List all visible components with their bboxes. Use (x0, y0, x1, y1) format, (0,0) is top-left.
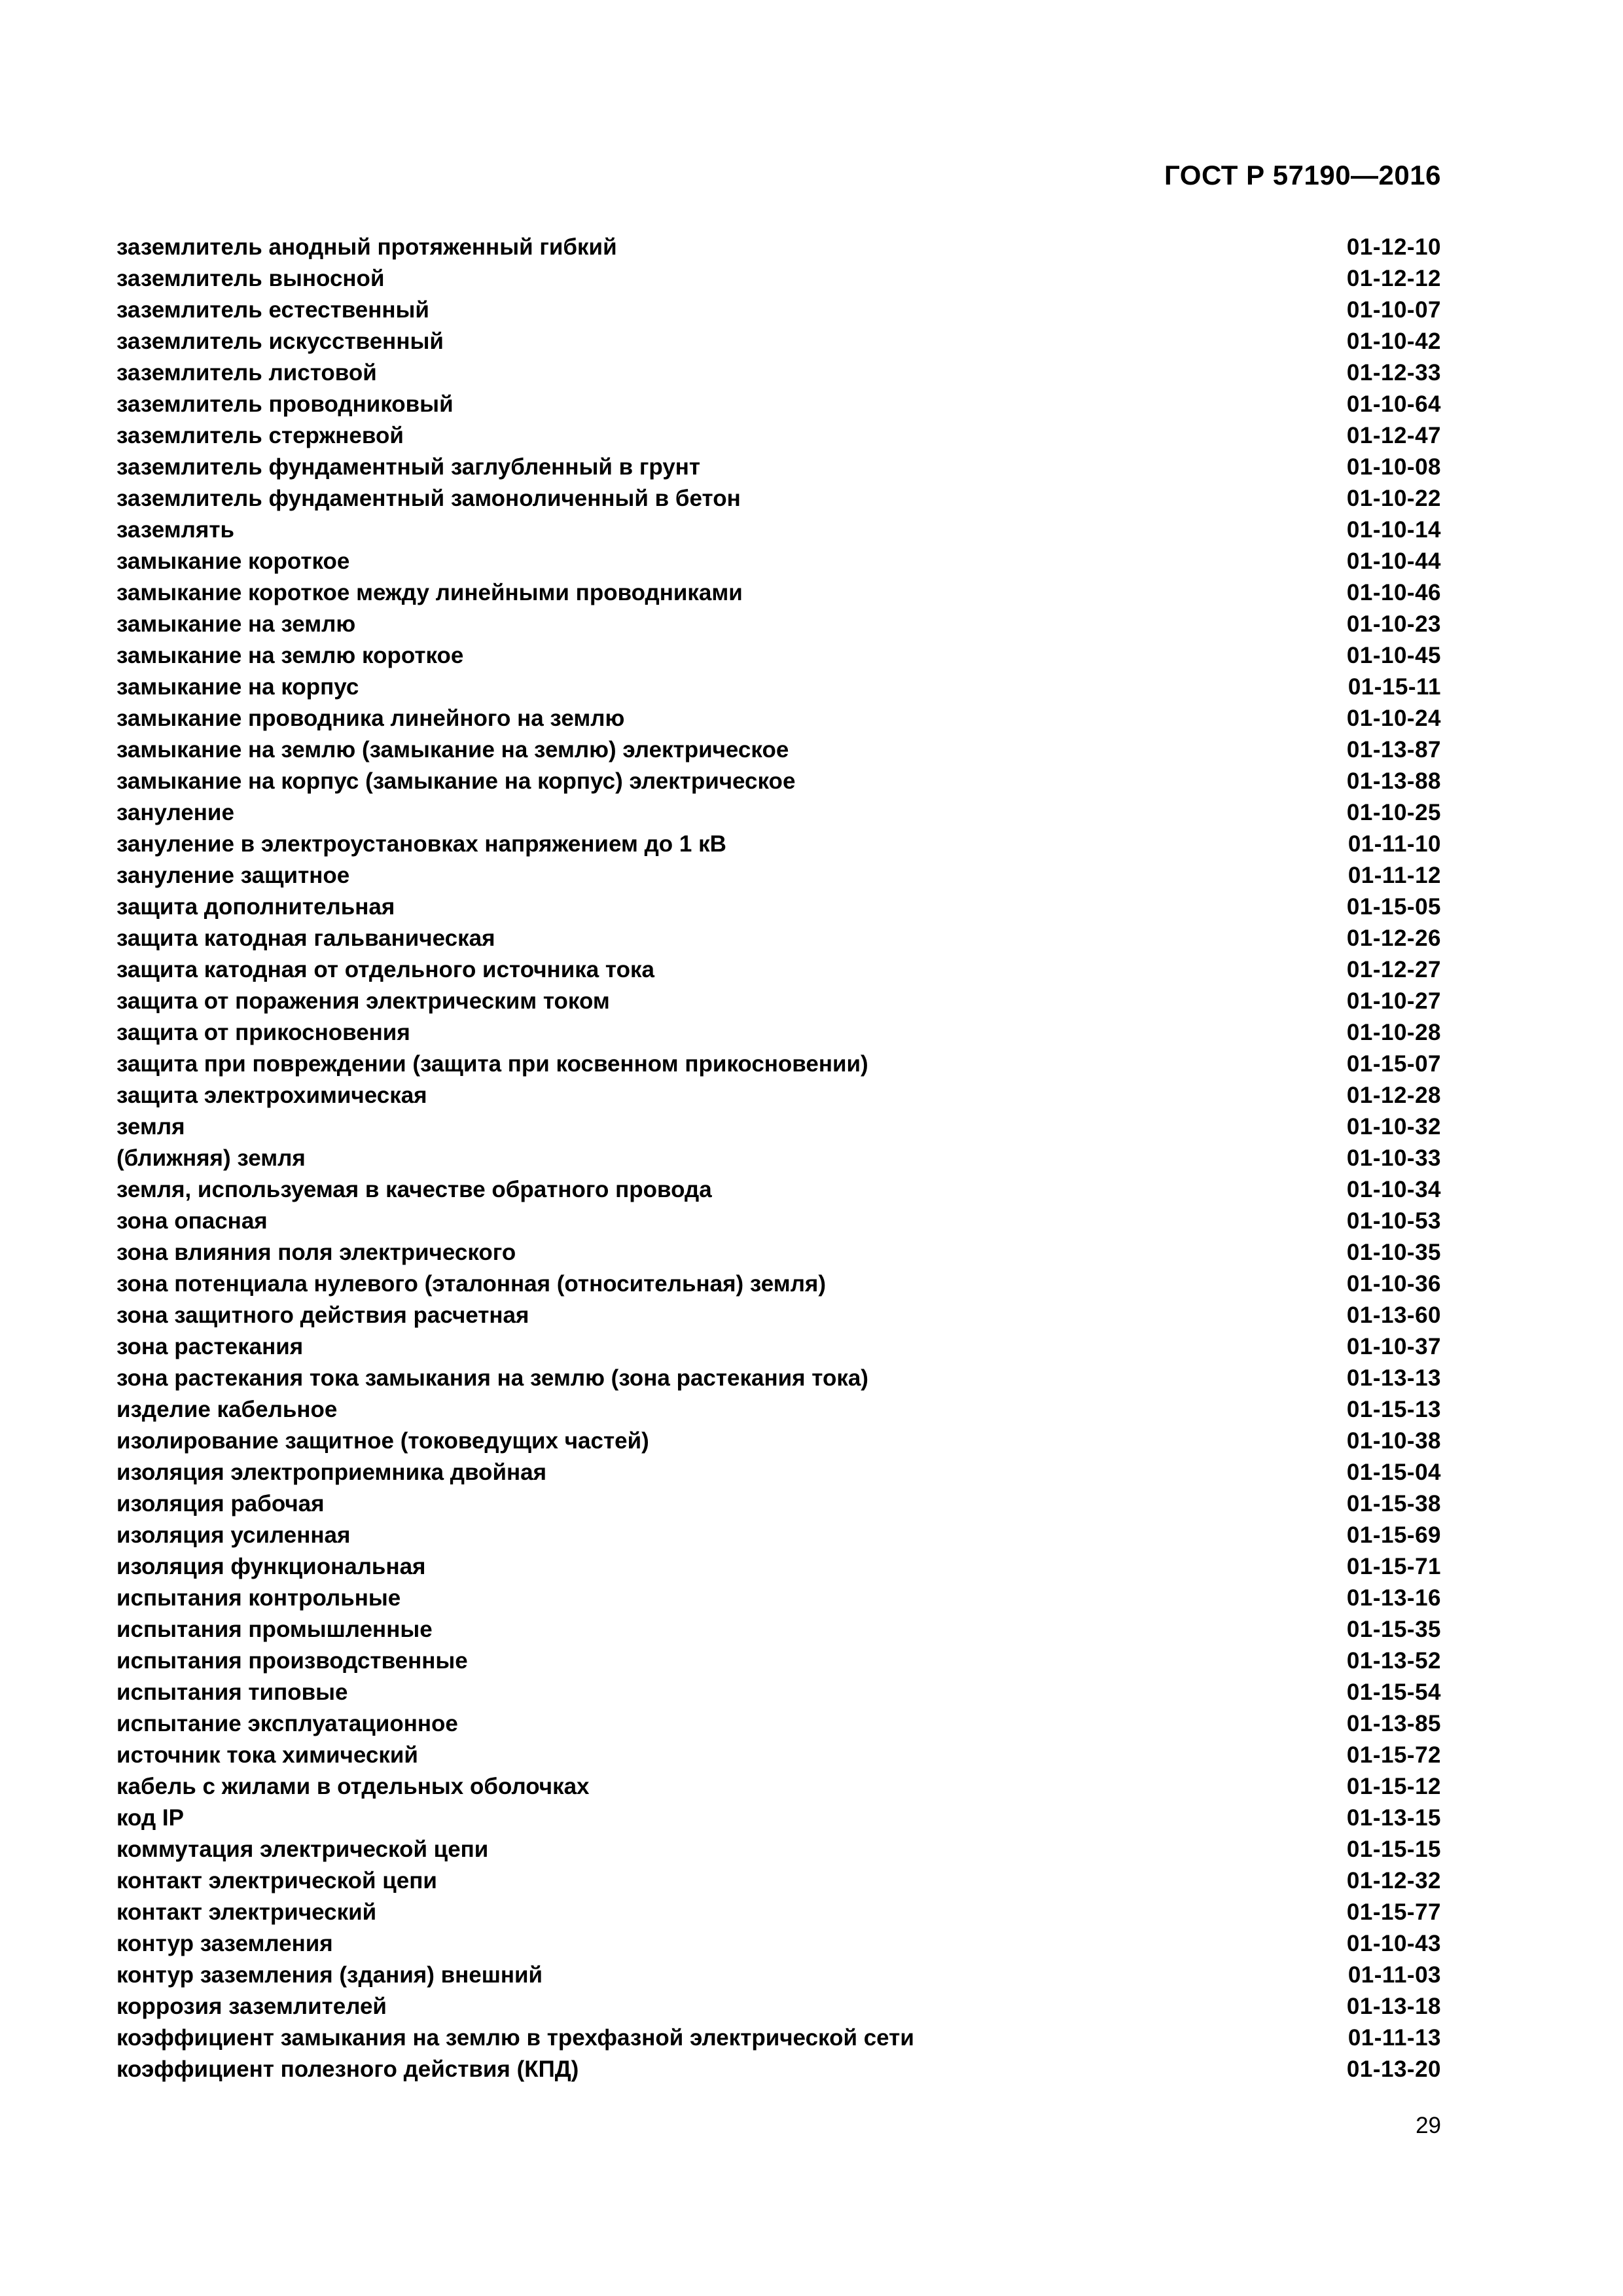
index-term: испытания производственные (116, 1648, 468, 1674)
index-row (116, 891, 1441, 923)
index-row (116, 1174, 1441, 1206)
index-term: замыкание короткое (116, 548, 350, 574)
index-row (116, 1583, 1441, 1614)
document-header: ГОСТ Р 57190—2016 (1164, 160, 1441, 190)
index-code: 01-10-08 (1346, 454, 1441, 480)
index-term: (ближняя) земля (116, 1145, 306, 1171)
index-term: коммутация электрической цепи (116, 1837, 489, 1862)
index-row (116, 1363, 1441, 1394)
index-term: изоляция функциональная (116, 1554, 426, 1579)
index-term: заземлитель фундаментный замоноличенный в бетон (116, 486, 741, 511)
index-term: замыкание проводника линейного на землю (116, 706, 625, 731)
index-term: замыкание на землю (116, 611, 356, 637)
index-term: зануление (116, 800, 234, 825)
index-term: зона потенциала нулевого (эталонная (относительная) земля) (116, 1271, 827, 1297)
index-term: коэффициент замыкания на землю в трехфазной электрической сети (116, 2025, 914, 2051)
index-code: 01-13-20 (1346, 2056, 1441, 2082)
index-code: 01-12-33 (1346, 360, 1441, 386)
index-row (116, 1394, 1441, 1426)
index-term: защита от поражения электрическим током (116, 988, 610, 1014)
index-row (116, 1834, 1441, 1865)
index-term: заземлитель выносной (116, 266, 385, 291)
index-term: контур заземления (здания) внешний (116, 1962, 543, 1988)
index-code: 01-15-12 (1346, 1774, 1441, 1799)
index-code: 01-13-16 (1346, 1585, 1441, 1611)
index-row (116, 860, 1441, 891)
index-term: замыкание на корпус (116, 674, 359, 700)
index-row (116, 357, 1441, 389)
index-row (116, 672, 1441, 703)
index-row (116, 797, 1441, 829)
index-code: 01-10-32 (1346, 1114, 1441, 1139)
index-term: зона влияния поля электрического (116, 1240, 516, 1265)
index-code: 01-13-15 (1346, 1805, 1441, 1831)
index-code: 01-10-38 (1346, 1428, 1441, 1454)
index-code: 01-10-33 (1346, 1145, 1441, 1171)
index-row (116, 389, 1441, 420)
index-term: источник тока химический (116, 1742, 418, 1768)
index-code: 01-10-44 (1346, 548, 1441, 574)
index-row (116, 577, 1441, 609)
index-code: 01-15-38 (1346, 1491, 1441, 1516)
index-term: код IP (116, 1805, 184, 1831)
index-term: изоляция электроприемника двойная (116, 1460, 546, 1485)
index-row (116, 1206, 1441, 1237)
index-code: 01-10-14 (1346, 517, 1441, 543)
index-code: 01-13-88 (1346, 768, 1441, 794)
index-term: контур заземления (116, 1931, 333, 1956)
index-row (116, 829, 1441, 860)
index-term: заземлитель фундаментный заглубленный в грунт (116, 454, 701, 480)
index-term: замыкание на землю (замыкание на землю) электрическое (116, 737, 789, 762)
index-code: 01-13-18 (1346, 1994, 1441, 2019)
index-term: изделие кабельное (116, 1397, 338, 1422)
index-row (116, 1331, 1441, 1363)
index-term: изоляция рабочая (116, 1491, 325, 1516)
index-row (116, 1017, 1441, 1049)
index-term: испытания типовые (116, 1679, 348, 1705)
index-row (116, 703, 1441, 734)
index-code: 01-12-27 (1346, 957, 1441, 982)
index-row (116, 1865, 1441, 1897)
index-code: 01-11-10 (1347, 831, 1441, 857)
index-code: 01-11-03 (1347, 1962, 1441, 1988)
index-code: 01-10-37 (1346, 1334, 1441, 1359)
index-term: изолирование защитное (токоведущих частей) (116, 1428, 649, 1454)
index-term: защита катодная от отдельного источника тока (116, 957, 654, 982)
index-row (116, 1928, 1441, 1960)
index-code: 01-15-69 (1346, 1522, 1441, 1548)
index-term: зона опасная (116, 1208, 268, 1234)
index-term: изоляция усиленная (116, 1522, 351, 1548)
index-row (116, 1991, 1441, 2022)
index-term: замыкание на корпус (замыкание на корпус) электрическое (116, 768, 796, 794)
index-term: защита от прикосновения (116, 1020, 410, 1045)
index-code: 01-15-04 (1346, 1460, 1441, 1485)
index-term: зона растекания тока замыкания на землю (зона растекания тока) (116, 1365, 868, 1391)
index-term: защита при повреждении (защита при косвенном прикосновении) (116, 1051, 868, 1077)
index-term: защита дополнительная (116, 894, 395, 920)
index-row (116, 923, 1441, 954)
index-code: 01-13-52 (1346, 1648, 1441, 1674)
index-code: 01-12-26 (1346, 925, 1441, 951)
index-term: зануление в электроустановках напряжением до 1 кВ (116, 831, 726, 857)
index-row (116, 609, 1441, 640)
index-code: 01-10-53 (1346, 1208, 1441, 1234)
index-row (116, 954, 1441, 986)
index-code: 01-10-64 (1346, 391, 1441, 417)
index-code: 01-15-05 (1346, 894, 1441, 920)
index-row (116, 766, 1441, 797)
index-term: зона растекания (116, 1334, 304, 1359)
index-code: 01-10-24 (1346, 706, 1441, 731)
index-code: 01-10-43 (1346, 1931, 1441, 1956)
index-term: заземлитель стержневой (116, 423, 404, 448)
index-row (116, 1237, 1441, 1268)
index-row (116, 1771, 1441, 1803)
index-row (116, 1488, 1441, 1520)
index-code: 01-12-32 (1346, 1868, 1441, 1893)
index-code: 01-12-28 (1346, 1083, 1441, 1108)
index-row (116, 1143, 1441, 1174)
index-code: 01-11-13 (1347, 2025, 1441, 2051)
index-row (116, 1049, 1441, 1080)
index-code: 01-11-12 (1347, 863, 1441, 888)
index-code: 01-10-46 (1346, 580, 1441, 605)
index-row (116, 1426, 1441, 1457)
index-row (116, 1803, 1441, 1834)
index-row (116, 514, 1441, 546)
index-code: 01-10-45 (1346, 643, 1441, 668)
term-index-list (116, 232, 1441, 2085)
index-term: замыкание короткое между линейными проводниками (116, 580, 743, 605)
index-code: 01-15-35 (1346, 1617, 1441, 1642)
index-row (116, 1300, 1441, 1331)
index-term: заземлитель искусственный (116, 329, 444, 354)
index-code: 01-15-54 (1346, 1679, 1441, 1705)
index-row (116, 1520, 1441, 1551)
index-row (116, 1614, 1441, 1645)
index-row (116, 2022, 1441, 2054)
index-code: 01-13-87 (1346, 737, 1441, 762)
index-code: 01-15-11 (1347, 674, 1441, 700)
index-row (116, 1897, 1441, 1928)
index-code: 01-10-35 (1346, 1240, 1441, 1265)
index-code: 01-10-22 (1346, 486, 1441, 511)
index-code: 01-10-42 (1346, 329, 1441, 354)
index-row (116, 420, 1441, 452)
index-row (116, 640, 1441, 672)
index-row (116, 1677, 1441, 1708)
index-code: 01-13-85 (1346, 1711, 1441, 1736)
index-row (116, 2054, 1441, 2085)
index-row (116, 452, 1441, 483)
index-row (116, 1268, 1441, 1300)
index-code: 01-10-34 (1346, 1177, 1441, 1202)
index-term: контакт электрический (116, 1899, 377, 1925)
index-row (116, 232, 1441, 263)
index-code: 01-15-71 (1346, 1554, 1441, 1579)
index-code: 01-15-07 (1346, 1051, 1441, 1077)
index-code: 01-15-72 (1346, 1742, 1441, 1768)
index-row (116, 1740, 1441, 1771)
index-code: 01-10-23 (1346, 611, 1441, 637)
index-code: 01-15-77 (1346, 1899, 1441, 1925)
index-row (116, 1111, 1441, 1143)
index-code: 01-12-10 (1346, 234, 1441, 260)
page-number: 29 (1416, 2113, 1441, 2138)
index-term: заземлитель проводниковый (116, 391, 454, 417)
index-code: 01-10-27 (1346, 988, 1441, 1014)
index-code: 01-10-28 (1346, 1020, 1441, 1045)
index-code: 01-15-15 (1346, 1837, 1441, 1862)
index-term: защита катодная гальваническая (116, 925, 495, 951)
index-term: заземлитель листовой (116, 360, 377, 386)
index-term: замыкание на землю короткое (116, 643, 464, 668)
index-row (116, 295, 1441, 326)
index-term: испытания контрольные (116, 1585, 401, 1611)
index-row (116, 546, 1441, 577)
index-term: заземлитель анодный протяженный гибкий (116, 234, 617, 260)
index-term: зона защитного действия расчетная (116, 1302, 529, 1328)
index-code: 01-12-47 (1346, 423, 1441, 448)
index-code: 01-15-13 (1346, 1397, 1441, 1422)
index-row (116, 1960, 1441, 1991)
index-term: коррозия заземлителей (116, 1994, 387, 2019)
index-term: испытание эксплуатационное (116, 1711, 458, 1736)
index-row (116, 1551, 1441, 1583)
index-term: испытания промышленные (116, 1617, 433, 1642)
index-row (116, 326, 1441, 357)
index-term: заземлитель естественный (116, 297, 429, 323)
index-code: 01-13-13 (1346, 1365, 1441, 1391)
index-row (116, 483, 1441, 514)
index-row (116, 986, 1441, 1017)
index-code: 01-13-60 (1346, 1302, 1441, 1328)
index-row (116, 1645, 1441, 1677)
index-term: коэффициент полезного действия (КПД) (116, 2056, 579, 2082)
index-term: кабель с жилами в отдельных оболочках (116, 1774, 590, 1799)
index-term: земля (116, 1114, 185, 1139)
index-row (116, 1080, 1441, 1111)
index-code: 01-10-36 (1346, 1271, 1441, 1297)
index-row (116, 1457, 1441, 1488)
index-code: 01-10-07 (1346, 297, 1441, 323)
index-row (116, 734, 1441, 766)
index-code: 01-10-25 (1346, 800, 1441, 825)
index-code: 01-12-12 (1346, 266, 1441, 291)
index-term: заземлять (116, 517, 234, 543)
index-term: зануление защитное (116, 863, 350, 888)
index-term: земля, используемая в качестве обратного провода (116, 1177, 712, 1202)
index-term: контакт электрической цепи (116, 1868, 437, 1893)
index-row (116, 1708, 1441, 1740)
index-row (116, 263, 1441, 295)
index-term: защита электрохимическая (116, 1083, 427, 1108)
